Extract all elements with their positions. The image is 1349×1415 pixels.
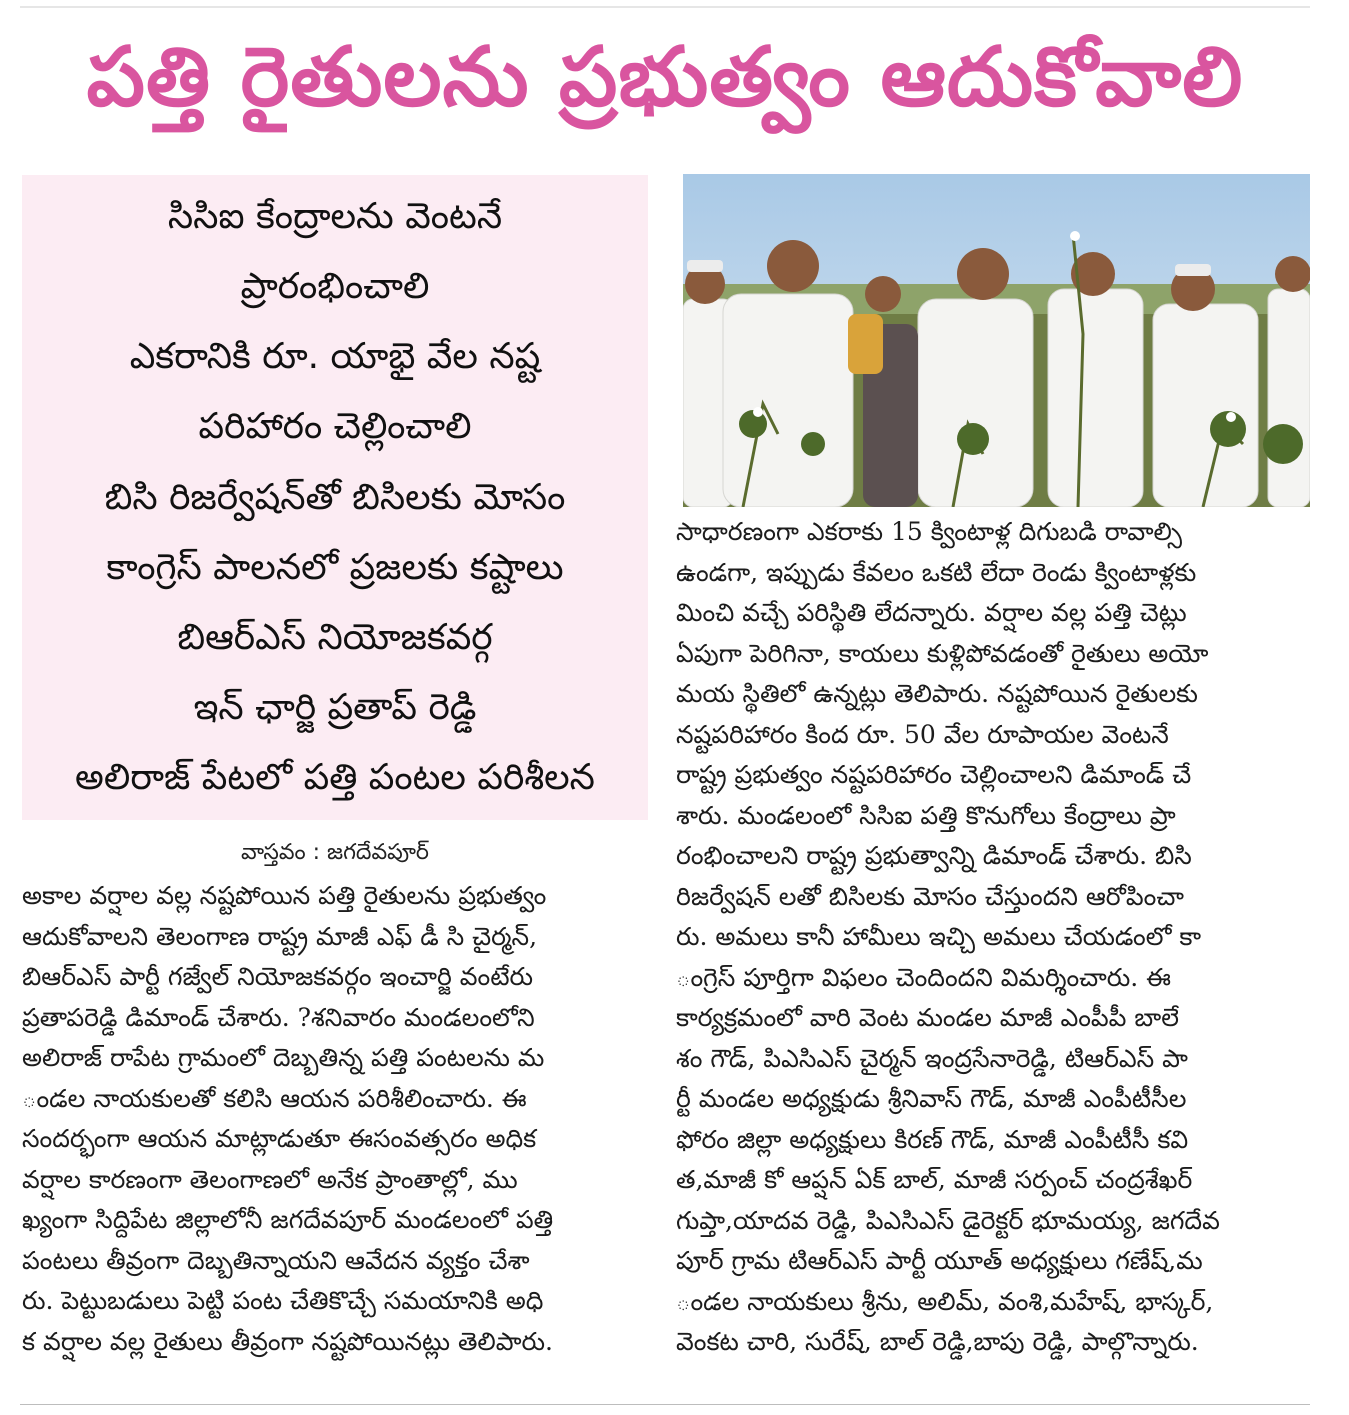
bottom-rule xyxy=(20,1404,1310,1405)
body-line: వెంకట చారి, సురేష్, బాల్ రెడ్డి,బాపు రెడ్డి, పాల్గొన్నారు. xyxy=(676,1327,1199,1356)
top-rule xyxy=(20,6,1310,8)
news-photo xyxy=(683,174,1310,507)
highlight-line: సిసిఐ కేంద్రాలను వెంటనే xyxy=(167,196,503,237)
body-line: కార్యక్రమంలో వారి వెంట మండల మాజీ ఎంపీపీ బాలే xyxy=(676,1003,1179,1032)
body-line: బిఆర్ఎస్ పార్టీ గజ్వేల్ నియోజకవర్గం ఇంచార్జి వంటేరు xyxy=(22,962,533,991)
body-line: రు. పెట్టుబడులు పెట్టి పంట చేతికొచ్చే సమయానికి అధి xyxy=(22,1286,544,1315)
body-line: వర్షాల కారణంగా తెలంగాణలో అనేక ప్రాంతాల్లో, ము xyxy=(22,1164,518,1194)
body-line: ఆదుకోవాలని తెలంగాణ రాష్ట్ర మాజీ ఎఫ్ డీ సి చైర్మన్, xyxy=(22,921,538,951)
body-line: పంటలు తీవ్రంగా దెబ్బతిన్నాయని ఆవేదన వ్యక్తం చేశా xyxy=(22,1245,530,1275)
body-line: క వర్షాల వల్ల రైతులు తీవ్రంగా నష్టపోయినట్లు తెలిపారు. xyxy=(22,1326,553,1356)
body-line: రిజర్వేషన్ లతో బిసిలకు మోసం చేస్తుందని ఆరోపించా xyxy=(676,881,1184,911)
article-body-right xyxy=(676,512,1306,1363)
body-line: సాధారణంగా ఎకరాకు 15 క్వింటాళ్ల దిగుబడి రావాల్సి xyxy=(676,517,1182,546)
body-line: ఖ్యంగా సిద్దిపేట జిల్లాలోనీ జగదేవపూర్ మండలంలో పత్తి xyxy=(22,1205,554,1234)
article-body-left xyxy=(22,876,648,1362)
highlight-line: బిసి రిజర్వేషన్‌తో బిసిలకు మోసం xyxy=(104,476,566,518)
body-line: పూర్ గ్రామ టిఆర్ఎస్ పార్టీ యూత్ అధ్యక్షులు గణేష్,మ xyxy=(676,1246,1203,1275)
news-photo-image xyxy=(683,174,1310,507)
body-line: ండల నాయకులు శ్రీను, అలిమ్, వంశి,మహేష్, భాస్కర్, xyxy=(676,1286,1214,1316)
body-line: మయ స్థితిలో ఉన్నట్లు తెలిపారు. నష్టపోయిన రైతులకు xyxy=(676,679,1198,708)
dateline: వాస్తవం : జగదేవపూర్ xyxy=(241,840,429,865)
highlight-line: అలిరాజ్ పేటలో పత్తి పంటల పరిశీలన xyxy=(75,757,595,798)
highlight-line: కాంగ్రెస్ పాలనలో ప్రజలకు కష్టాలు xyxy=(106,546,564,588)
body-line: త,మాజీ కో ఆప్షన్ ఏక్ బాల్, మాజీ సర్పంచ్ చంద్రశేఖర్ xyxy=(676,1165,1193,1194)
body-line: అకాల వర్షాల వల్ల నష్టపోయిన పత్తి రైతులను ప్రభుత్వం xyxy=(22,881,547,910)
body-line: ఫోరం జిల్లా అధ్యక్షులు కిరణ్ గౌడ్, మాజీ ఎంపీటీసీ కవి xyxy=(676,1124,1189,1154)
body-line: సందర్భంగా ఆయన మాట్లాడుతూ ఈసంవత్సరం అధిక xyxy=(22,1124,537,1153)
body-line: రంభించాలని రాష్ట్ర ప్రభుత్వాన్ని డిమాండ్ చేశారు. బిసి xyxy=(676,841,1192,870)
body-line: ంగ్రెస్ పూర్తిగా విఫలం చెందిందని విమర్శించారు. ఈ xyxy=(676,962,1171,992)
body-line: ప్రతాపరెడ్డి డిమాండ్ చేశారు. ?శనివారం మండలంలోని xyxy=(22,1002,535,1032)
body-line: ఏపుగా పెరిగినా, కాయలు కుళ్లిపోవడంతో రైతులు అయో xyxy=(676,638,1209,668)
headline: పత్తి రైతులను ప్రభుత్వం ఆదుకోవాలి xyxy=(86,29,1244,125)
highlight-line: పరిహారం చెల్లించాలి xyxy=(198,406,472,448)
body-line: ండల నాయకులతో కలిసి ఆయన పరిశీలించారు. ఈ xyxy=(22,1083,527,1113)
body-line: రాష్ట్ర ప్రభుత్వం నష్టపరిహారం చెల్లించాలని డిమాండ్ చే xyxy=(676,760,1192,789)
highlights-box xyxy=(22,175,648,820)
body-line: మించి వచ్చే పరిస్థితి లేదన్నారు. వర్షాల వల్ల పత్తి చెట్లు xyxy=(676,598,1187,627)
body-line: నష్టపరిహారం కింద రూ. 50 వేల రూపాయల వెంటనే xyxy=(676,719,1169,749)
highlight-line: ఎకరానికి రూ. యాభై వేల నష్ట xyxy=(129,336,541,378)
body-line: అలిరాజ్ రాపేట గ్రామంలో దెబ్బతిన్న పత్తి పంటలను మ xyxy=(22,1043,545,1072)
body-line: శం గౌడ్, పిఎసిఎస్ చైర్మన్ ఇంద్రసేనారెడ్డి, టిఆర్ఎస్ పా xyxy=(676,1043,1188,1073)
body-line: ర్టీ మండల అధ్యక్షుడు శ్రీనివాస్ గౌడ్, మాజీ ఎంపీటీసీల xyxy=(676,1084,1187,1113)
highlight-line: బిఆర్ఎస్ నియోజకవర్గ xyxy=(177,616,493,658)
body-line: రు. అమలు కానీ హామీలు ఇచ్చి అమలు చేయడంలో కా xyxy=(676,922,1202,951)
highlight-line: ఇన్ ఛార్జి ప్రతాప్ రెడ్డి xyxy=(193,686,477,728)
body-line: ఉండగా, ఇప్పుడు కేవలం ఒకటి లేదా రెండు క్వింటాళ్లకు xyxy=(676,557,1197,587)
body-line: గుప్తా,యాదవ రెడ్డి, పిఎసిఎస్ డైరెక్టర్ భూమయ్య, జగదేవ xyxy=(676,1205,1220,1235)
highlight-line: ప్రారంభించాలి xyxy=(240,266,430,308)
body-line: శారు. మండలంలో సిసిఐ పత్తి కొనుగోలు కేంద్రాలు ప్రా xyxy=(676,800,1176,830)
